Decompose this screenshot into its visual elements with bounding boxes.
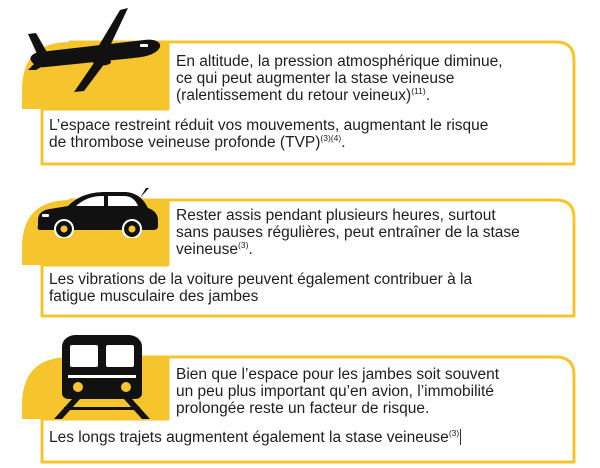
section-plane xyxy=(0,0,600,168)
text-line: sans pauses régulières, peut entraîner de la stase xyxy=(176,224,520,241)
car-icon xyxy=(34,188,160,238)
train-icon xyxy=(54,335,150,419)
train-space-text xyxy=(176,366,499,417)
text-line: prolongée reste un facteur de risque. xyxy=(176,400,430,417)
plane-altitude-text xyxy=(176,53,503,104)
text-line: Rester assis pendant plusieurs heures, surtout xyxy=(176,207,496,224)
car-vibration-text xyxy=(49,271,472,305)
train-journey-text xyxy=(49,429,461,446)
text-line: fatigue musculaire des jambes xyxy=(49,288,259,305)
airplane-icon xyxy=(24,4,164,94)
text-cursor xyxy=(460,429,461,445)
text-line: veineuse$^{(3)}$. xyxy=(176,240,253,258)
text-line: de thrombose veineuse profonde (TVP)$^{(3)(4)}$. xyxy=(49,133,346,151)
car-sitting-text xyxy=(176,207,520,258)
text-line: ce qui peut augmenter la stase veineuse xyxy=(176,70,455,87)
section-train xyxy=(0,324,600,468)
text-line: L’espace restreint réduit vos mouvements, augmentant le risque xyxy=(49,117,489,134)
text-line: Bien que l’espace pour les jambes soit souvent xyxy=(176,366,500,383)
text-line: En altitude, la pression atmosphérique diminue, xyxy=(176,53,503,70)
text-line: Les vibrations de la voiture peuvent également contribuer à la xyxy=(49,271,473,288)
text-line: un peu plus important qu’en avion, l’immobilité xyxy=(176,383,494,400)
plane-space-text xyxy=(49,117,488,151)
text-line: Les longs trajets augmentent également la stase veineuse$^{(3)}$ xyxy=(49,428,460,446)
text-line: (ralentissement du retour veineux)$^{(11)}$. xyxy=(176,86,431,104)
section-car xyxy=(0,170,600,322)
